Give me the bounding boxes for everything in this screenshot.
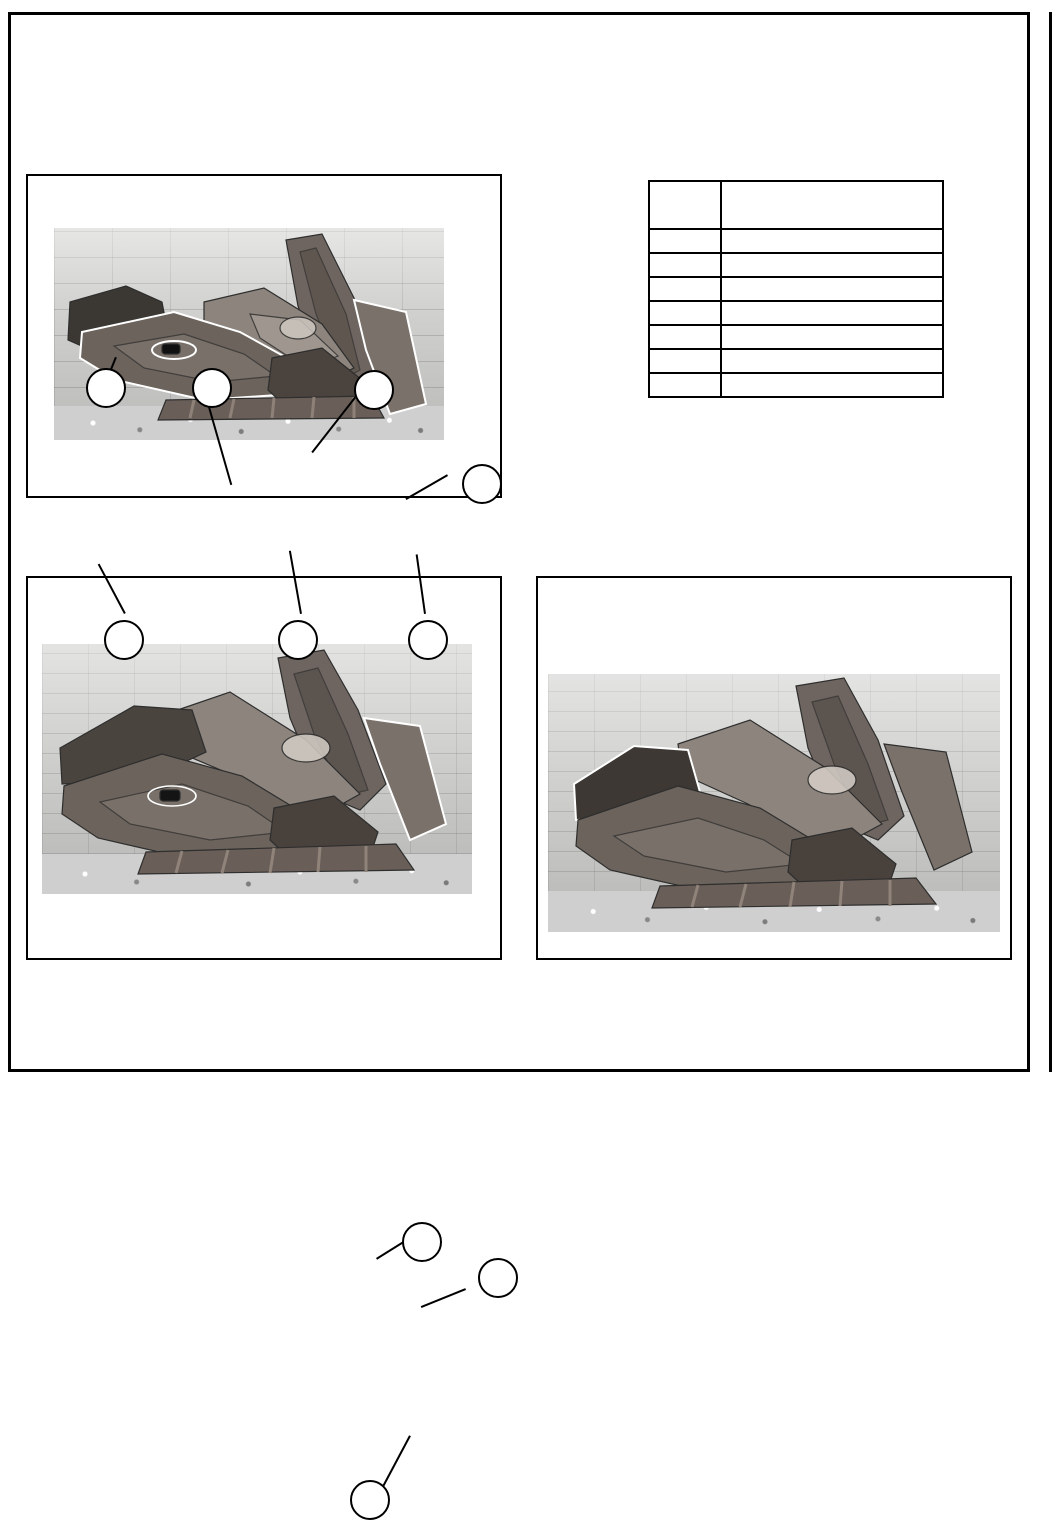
table-cell-key bbox=[649, 229, 721, 253]
table-row bbox=[649, 301, 943, 325]
table-row bbox=[649, 325, 943, 349]
table-cell-desc bbox=[721, 301, 943, 325]
callout-3 bbox=[354, 370, 394, 410]
table-cell-key bbox=[649, 373, 721, 397]
log-set-exploded-photo bbox=[54, 228, 444, 440]
callout-6 bbox=[278, 620, 318, 660]
callout-3 bbox=[350, 1480, 390, 1520]
table-row bbox=[649, 253, 943, 277]
callout-5 bbox=[104, 620, 144, 660]
log-set-assembly-photo-right bbox=[548, 674, 1000, 932]
table-cell-desc bbox=[721, 277, 943, 301]
callout-1 bbox=[86, 368, 126, 408]
table-cell-key bbox=[649, 325, 721, 349]
table-cell-desc bbox=[721, 373, 943, 397]
leader-line bbox=[405, 474, 448, 500]
table-cell-key bbox=[649, 253, 721, 277]
log-shapes bbox=[54, 228, 444, 440]
table-header-desc bbox=[721, 181, 943, 229]
table-header-row bbox=[649, 181, 943, 229]
callout-4 bbox=[462, 464, 502, 504]
table-cell-desc bbox=[721, 229, 943, 253]
table-row bbox=[649, 229, 943, 253]
table-cell-desc bbox=[721, 325, 943, 349]
log-shapes bbox=[42, 644, 472, 894]
table-row bbox=[649, 373, 943, 397]
table-row bbox=[649, 349, 943, 373]
table-header-key bbox=[649, 181, 721, 229]
figure-panel-bottom-right bbox=[536, 576, 1012, 960]
callout-1 bbox=[402, 1222, 442, 1262]
parts-list-table bbox=[648, 180, 944, 398]
table-cell-key bbox=[649, 301, 721, 325]
leader-line bbox=[380, 1435, 411, 1491]
callout-2 bbox=[478, 1258, 518, 1298]
leader-line bbox=[421, 1288, 466, 1308]
table-cell-key bbox=[649, 277, 721, 301]
table-row bbox=[649, 277, 943, 301]
log-set-assembly-photo-left bbox=[42, 644, 472, 894]
table-cell-desc bbox=[721, 349, 943, 373]
log-shapes bbox=[548, 674, 1000, 932]
callout-2 bbox=[192, 368, 232, 408]
table-cell-desc bbox=[721, 253, 943, 277]
page-edge-rule bbox=[1049, 12, 1052, 1072]
figure-panel-top-left bbox=[26, 174, 502, 498]
table-cell-key bbox=[649, 349, 721, 373]
callout-7 bbox=[408, 620, 448, 660]
